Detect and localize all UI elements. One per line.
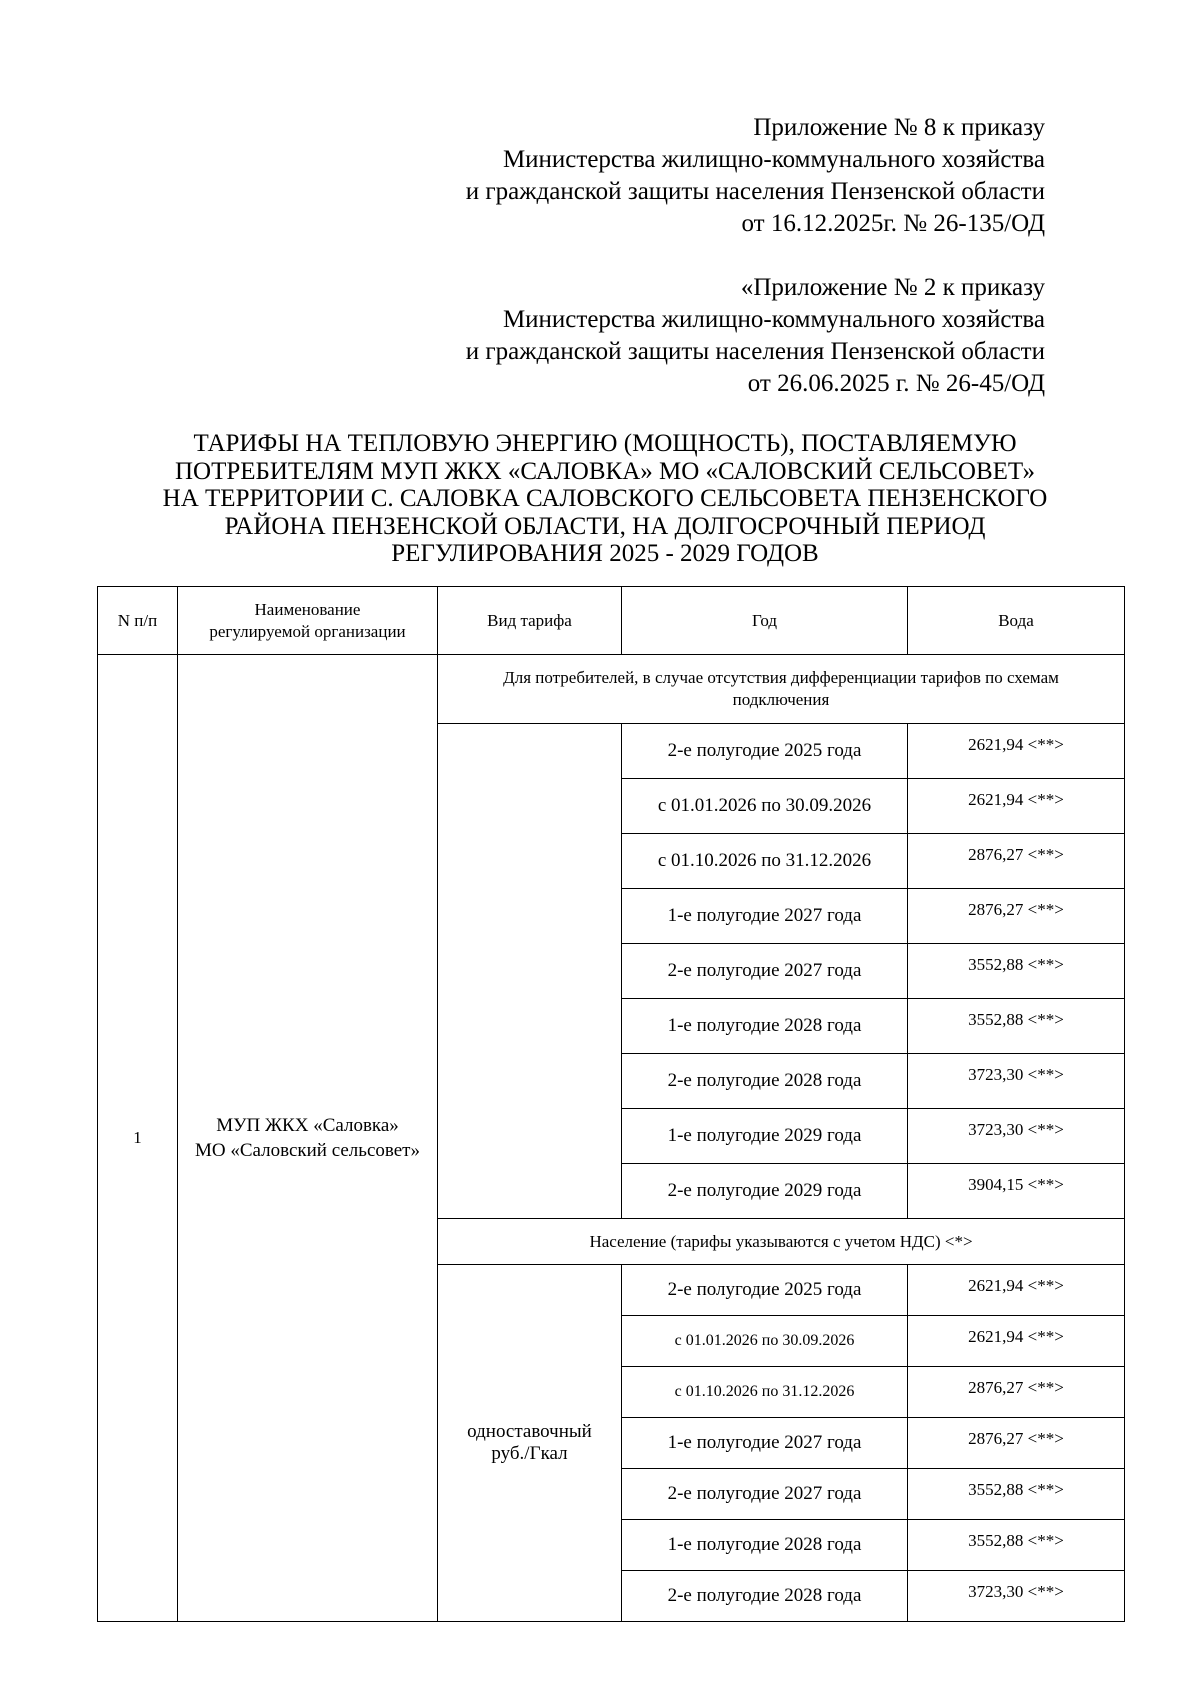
section-label-population: Население (тарифы указываются с учетом НДС) <*> (438, 1219, 1125, 1265)
water-value-cell: 2876,27 <**> (908, 834, 1125, 889)
section-label-line: Для потребителей, в случае отсутствия дифференциации тарифов по схемам (503, 668, 1059, 687)
tariff-type-line: одноставочный (467, 1421, 592, 1442)
appendix-header-primary (466, 112, 1045, 240)
water-value-cell: 3723,30 <**> (908, 1571, 1125, 1622)
year-cell: 1-е полугодие 2028 года (622, 999, 908, 1054)
organization-line: МУП ЖКХ «Саловка» (216, 1115, 399, 1136)
table-header-row (98, 587, 1125, 655)
header-water: Вода (908, 587, 1125, 655)
year-cell: с 01.01.2026 по 30.09.2026 (622, 1316, 908, 1367)
title-line: ТАРИФЫ НА ТЕПЛОВУЮ ЭНЕРГИЮ (МОЩНОСТЬ), ПОСТАВЛЯЕМУЮ (193, 430, 1017, 457)
appendix-header-line: и гражданской защиты населения Пензенской области (465, 178, 1045, 205)
year-cell: 1-е полугодие 2027 года (622, 1418, 908, 1469)
water-value-cell: 3552,88 <**> (908, 1520, 1125, 1571)
header-tariff-type: Вид тарифа (438, 587, 622, 655)
appendix-header-line: Министерства жилищно-коммунального хозяйства (502, 146, 1045, 173)
tariff-table (97, 586, 1125, 1622)
water-value-cell: 2621,94 <**> (908, 779, 1125, 834)
header-year: Год (622, 587, 908, 655)
appendix-header-line: Министерства жилищно-коммунального хозяйства (502, 306, 1045, 333)
water-value-cell: 2876,27 <**> (908, 889, 1125, 944)
header-organization (178, 587, 438, 655)
header-organization-line: регулируемой организации (209, 621, 406, 641)
year-cell: 2-е полугодие 2029 года (622, 1164, 908, 1219)
section-header-row (98, 655, 1125, 724)
title-line: ПОТРЕБИТЕЛЯМ МУП ЖКХ «САЛОВКА» МО «САЛОВСКИЙ СЕЛЬСОВЕТ» (174, 457, 1036, 485)
year-cell: 1-е полугодие 2028 года (622, 1520, 908, 1571)
year-cell: 2-е полугодие 2025 года (622, 724, 908, 779)
tariff-type-cell (438, 1265, 622, 1622)
year-cell: с 01.01.2026 по 30.09.2026 (622, 779, 908, 834)
water-value-cell: 2621,94 <**> (908, 1316, 1125, 1367)
water-value-cell: 3552,88 <**> (908, 999, 1125, 1054)
water-value-cell: 2621,94 <**> (908, 724, 1125, 779)
water-value-cell: 3552,88 <**> (908, 1469, 1125, 1520)
appendix-header-line: «Приложение № 2 к приказу (740, 274, 1045, 301)
section-label-line: подключения (732, 690, 830, 709)
year-cell: с 01.10.2026 по 31.12.2026 (622, 834, 908, 889)
tariff-type-line: руб./Гкал (491, 1443, 568, 1464)
year-cell: 2-е полугодие 2028 года (622, 1054, 908, 1109)
year-cell: 2-е полугодие 2028 года (622, 1571, 908, 1622)
water-value-cell: 2876,27 <**> (908, 1418, 1125, 1469)
title-line: РАЙОНА ПЕНЗЕНСКОЙ ОБЛАСТИ, НА ДОЛГОСРОЧНЫЙ ПЕРИОД (224, 512, 986, 540)
appendix-header-line: от 26.06.2025 г. № 26-45/ОД (747, 370, 1045, 397)
tariff-type-cell-empty (438, 724, 622, 1219)
section-label-consumers (438, 655, 1125, 724)
appendix-header-secondary (466, 272, 1045, 400)
water-value-cell: 3552,88 <**> (908, 944, 1125, 999)
row-number-cell: 1 (98, 655, 178, 1622)
header-organization-line: Наименование (254, 599, 361, 619)
title-line: НА ТЕРРИТОРИИ С. САЛОВКА САЛОВСКОГО СЕЛЬСОВЕТА ПЕНЗЕНСКОГО (162, 485, 1048, 512)
year-cell: 2-е полугодие 2027 года (622, 1469, 908, 1520)
water-value-cell: 2621,94 <**> (908, 1265, 1125, 1316)
year-cell: 2-е полугодие 2027 года (622, 944, 908, 999)
year-cell: с 01.10.2026 по 31.12.2026 (622, 1367, 908, 1418)
year-cell: 1-е полугодие 2027 года (622, 889, 908, 944)
water-value-cell: 2876,27 <**> (908, 1367, 1125, 1418)
appendix-header-line: от 16.12.2025г. № 26-135/ОД (741, 210, 1045, 237)
water-value-cell: 3723,30 <**> (908, 1054, 1125, 1109)
appendix-header-line: и гражданской защиты населения Пензенской области (465, 338, 1045, 365)
water-value-cell: 3904,15 <**> (908, 1164, 1125, 1219)
organization-line: МО «Саловский сельсовет» (194, 1140, 420, 1161)
document-title (90, 430, 1120, 568)
header-num: N п/п (98, 587, 178, 655)
year-cell: 1-е полугодие 2029 года (622, 1109, 908, 1164)
title-line: РЕГУЛИРОВАНИЯ 2025 - 2029 ГОДОВ (391, 540, 819, 567)
year-cell: 2-е полугодие 2025 года (622, 1265, 908, 1316)
appendix-header-line: Приложение № 8 к приказу (753, 114, 1045, 141)
water-value-cell: 3723,30 <**> (908, 1109, 1125, 1164)
organization-cell (178, 655, 438, 1622)
